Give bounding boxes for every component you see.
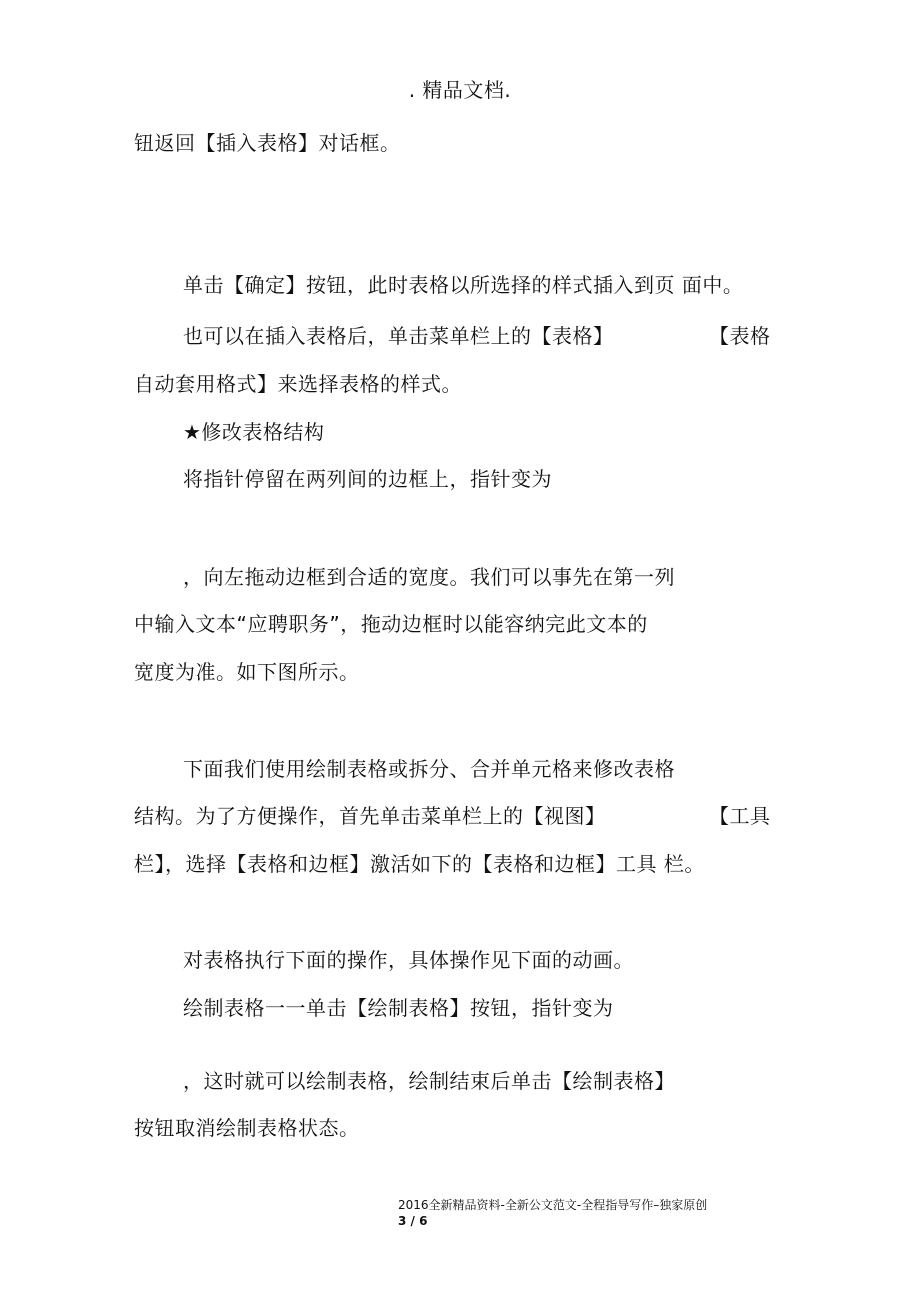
footer-text: 2016全新精品资料-全新公文范文-全程指导写作–独家原创 bbox=[398, 1198, 708, 1212]
text-line: ，这时就可以绘制表格，绘制结束后单击【绘制表格】 bbox=[183, 1069, 675, 1093]
text-line: 钮返回【插入表格】对话框。 bbox=[134, 131, 401, 155]
page-header: . 精品文档. bbox=[408, 78, 512, 102]
text-line: 绘制表格一一单击【绘制表格】按钮，指针变为 bbox=[183, 996, 614, 1020]
text-line: 【工具 bbox=[709, 804, 771, 828]
text-line: 【表格 bbox=[709, 324, 771, 348]
text-line: ，向左拖动边框到合适的宽度。我们可以事先在第一列 bbox=[183, 565, 675, 589]
text-line: 宽度为准。如下图所示。 bbox=[134, 660, 360, 684]
text-line: 中输入文本“应聘职务”，拖动边框时以能容纳完此文本的 bbox=[134, 612, 648, 636]
text-line: 结构。为了方便操作，首先单击菜单栏上的【视图】 bbox=[134, 804, 606, 828]
text-line: 栏】，选择【表格和边框】激活如下的【表格和边框】工具 栏。 bbox=[134, 852, 705, 876]
text-line: 单击【确定】按钮，此时表格以所选择的样式插入到页 面中。 bbox=[183, 273, 744, 297]
text-line: 自动套用格式】来选择表格的样式。 bbox=[134, 372, 462, 396]
section-heading: ★修改表格结构 bbox=[183, 420, 325, 444]
text-line: 按钮取消绘制表格状态。 bbox=[134, 1116, 360, 1140]
text-line: 也可以在插入表格后，单击菜单栏上的【表格】 bbox=[183, 324, 614, 348]
text-line: 下面我们使用绘制表格或拆分、合并单元格来修改表格 bbox=[183, 757, 675, 781]
text-line: 对表格执行下面的操作，具体操作见下面的动画。 bbox=[183, 948, 634, 972]
text-line: 将指针停留在两列间的边框上，指针变为 bbox=[183, 467, 552, 491]
page-number: 3 / 6 bbox=[398, 1214, 428, 1228]
